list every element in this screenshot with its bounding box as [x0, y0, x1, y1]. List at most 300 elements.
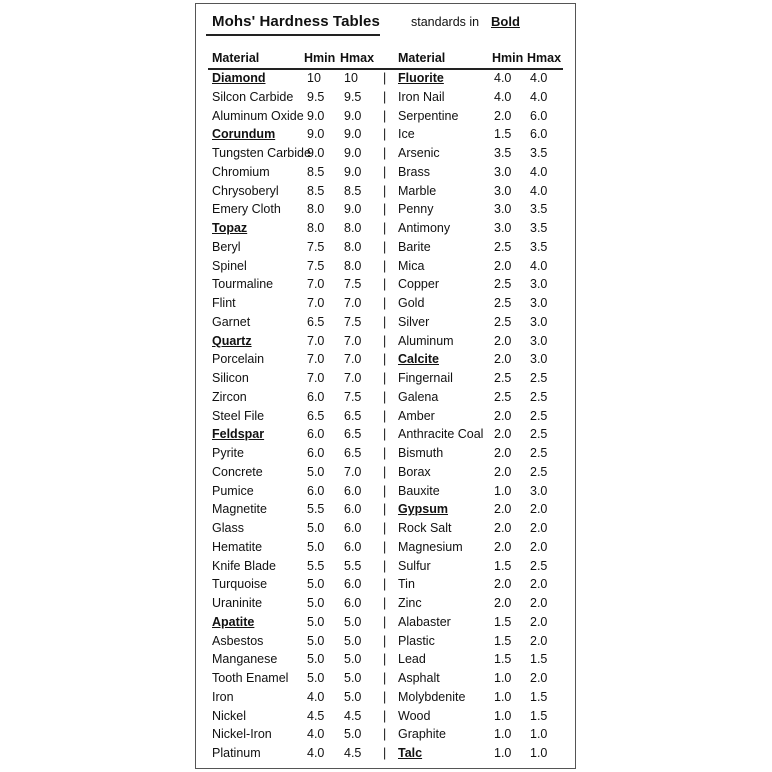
hmax-value: 2.0: [530, 539, 548, 554]
hmin-value: 2.0: [494, 577, 512, 592]
hmin-value: 1.0: [494, 689, 512, 704]
column-separator: |: [383, 277, 387, 292]
hmax-value: 2.0: [530, 521, 548, 535]
material-name: Tin: [398, 577, 415, 592]
hmin-value: 8.5: [307, 164, 325, 179]
hmin-value: 6.0: [307, 427, 325, 442]
hmax-value: 9.0: [344, 146, 362, 160]
column-separator: |: [383, 446, 387, 460]
material-name: Chrysoberyl: [212, 183, 279, 198]
hmin-value: 9.0: [307, 146, 325, 160]
hmax-value: 7.5: [344, 277, 362, 292]
hmin-value: 1.5: [494, 652, 512, 667]
material-name: Graphite: [398, 727, 446, 742]
column-separator: |: [383, 652, 387, 667]
hmin-value: 5.0: [307, 633, 325, 648]
column-separator: |: [383, 614, 387, 629]
table-row: [0, 482, 772, 500]
hmin-value: 1.5: [494, 127, 512, 142]
hmin-value: 2.0: [494, 539, 512, 554]
material-name: Quartz: [212, 333, 252, 348]
column-separator: |: [383, 71, 387, 85]
hmax-value: 6.0: [344, 502, 362, 517]
hmax-value: 2.0: [530, 577, 548, 592]
table-row: [0, 219, 772, 237]
hmax-value: 7.5: [344, 389, 362, 404]
table-row: [0, 88, 772, 106]
table-row: [0, 538, 772, 556]
material-name: Gold: [398, 296, 425, 310]
material-name: Beryl: [212, 239, 241, 254]
hmin-value: 4.0: [307, 746, 325, 760]
hmax-value: 4.0: [530, 164, 548, 179]
hmax-value: 6.0: [344, 483, 362, 498]
material-name: Manganese: [212, 652, 278, 667]
material-name: Marble: [398, 183, 437, 198]
column-separator: |: [383, 352, 387, 367]
header-hmin-right: Hmin: [492, 51, 524, 65]
subtitle: standards in: [411, 15, 480, 29]
table-row: [0, 594, 772, 612]
hmax-value: 7.0: [344, 464, 362, 479]
material-name: Wood: [398, 708, 431, 723]
hmin-value: 1.0: [494, 671, 512, 685]
hmin-value: 10: [307, 71, 321, 85]
table-row: [0, 294, 772, 312]
material-name: Knife Blade: [212, 558, 276, 573]
table-row: [0, 388, 772, 406]
hmin-value: 7.0: [307, 371, 325, 385]
hmin-value: 5.0: [307, 464, 325, 479]
table-row: [0, 369, 772, 387]
hmax-value: 5.5: [344, 558, 362, 573]
hmin-value: 3.5: [494, 146, 512, 160]
hmax-value: 2.0: [530, 633, 548, 648]
material-name: Nickel-Iron: [212, 727, 272, 742]
hmin-value: 2.0: [494, 502, 512, 517]
hmin-value: 2.0: [494, 258, 512, 273]
hmax-value: 7.0: [344, 296, 362, 310]
hmax-value: 8.5: [344, 183, 362, 198]
hmin-value: 2.0: [494, 464, 512, 479]
table-row: [0, 332, 772, 350]
hmin-value: 2.5: [494, 314, 512, 329]
hmin-value: 6.0: [307, 483, 325, 498]
hmax-value: 1.0: [530, 746, 548, 760]
material-name: Spinel: [212, 258, 247, 273]
hmin-value: 1.5: [494, 633, 512, 648]
material-name: Pyrite: [212, 446, 244, 460]
table-row: [0, 257, 772, 275]
hmin-value: 7.5: [307, 258, 325, 273]
column-separator: |: [383, 108, 387, 123]
material-name: Hematite: [212, 539, 263, 554]
hmax-value: 3.0: [530, 314, 548, 329]
hmax-value: 2.5: [530, 408, 548, 423]
hmax-value: 6.0: [344, 596, 362, 610]
material-name: Nickel: [212, 708, 247, 723]
hmax-value: 3.5: [530, 221, 548, 235]
hmin-value: 2.0: [494, 521, 512, 535]
material-name: Silicon: [212, 371, 249, 385]
hmax-value: 4.0: [530, 183, 548, 198]
column-separator: |: [383, 89, 387, 104]
material-name: Silver: [398, 314, 430, 329]
hmin-value: 1.0: [494, 483, 512, 498]
column-separator: |: [383, 408, 387, 423]
hmin-value: 3.0: [494, 221, 512, 235]
hmin-value: 5.0: [307, 577, 325, 592]
material-name: Concrete: [212, 464, 263, 479]
material-name: Anthracite Coal: [398, 427, 484, 442]
table-row: [0, 425, 772, 443]
table-row: [0, 500, 772, 518]
column-separator: |: [383, 671, 387, 685]
hmax-value: 6.0: [344, 539, 362, 554]
material-name: Gypsum: [398, 502, 449, 517]
hmin-value: 2.5: [494, 389, 512, 404]
hmax-value: 2.5: [530, 464, 548, 479]
hmax-value: 7.0: [344, 371, 362, 385]
material-name: Sulfur: [398, 558, 431, 573]
hmin-value: 3.0: [494, 183, 512, 198]
bold-legend-word: Bold: [491, 14, 520, 29]
material-name: Turquoise: [212, 577, 268, 592]
hmax-value: 10: [344, 71, 358, 85]
table-row: [0, 163, 772, 181]
material-name: Fingernail: [398, 371, 453, 385]
table-row: [0, 69, 772, 87]
hmax-value: 3.0: [530, 333, 548, 348]
table-row: [0, 519, 772, 537]
material-name: Antimony: [398, 221, 451, 235]
hmin-value: 9.0: [307, 108, 325, 123]
material-name: Apatite: [212, 614, 255, 629]
material-name: Talc: [398, 746, 423, 760]
material-name: Amber: [398, 408, 435, 423]
table-row: [0, 407, 772, 425]
hmax-value: 9.0: [344, 108, 362, 123]
material-name: Calcite: [398, 352, 439, 367]
material-name: Arsenic: [398, 146, 440, 160]
material-name: Borax: [398, 464, 431, 479]
hmax-value: 5.0: [344, 727, 362, 742]
hmin-value: 2.5: [494, 277, 512, 292]
hmin-value: 1.5: [494, 614, 512, 629]
hmax-value: 5.0: [344, 671, 362, 685]
table-row: [0, 313, 772, 331]
material-name: Asbestos: [212, 633, 264, 648]
material-name: Galena: [398, 389, 439, 404]
hmax-value: 3.5: [530, 239, 548, 254]
column-separator: |: [383, 127, 387, 142]
hmax-value: 2.5: [530, 371, 548, 385]
material-name: Glass: [212, 521, 244, 535]
table-row: [0, 669, 772, 687]
hmin-value: 8.0: [307, 202, 325, 217]
table-row: [0, 707, 772, 725]
hmax-value: 4.5: [344, 746, 362, 760]
hmin-value: 7.5: [307, 239, 325, 254]
hmax-value: 6.5: [344, 427, 362, 442]
hmin-value: 5.0: [307, 671, 325, 685]
hmin-value: 2.0: [494, 333, 512, 348]
column-separator: |: [383, 389, 387, 404]
header-hmin-left: Hmin: [304, 51, 336, 65]
column-separator: |: [383, 202, 387, 217]
hmin-value: 3.0: [494, 164, 512, 179]
hmin-value: 1.5: [494, 558, 512, 573]
hmax-value: 5.0: [344, 652, 362, 667]
material-name: Serpentine: [398, 108, 459, 123]
material-name: Iron Nail: [398, 89, 445, 104]
column-separator: |: [383, 596, 387, 610]
material-name: Ice: [398, 127, 415, 142]
material-name: Penny: [398, 202, 434, 217]
table-row: [0, 144, 772, 162]
page-title: Mohs' Hardness Tables: [212, 13, 380, 30]
material-name: Iron: [212, 689, 234, 704]
hmin-value: 2.0: [494, 446, 512, 460]
column-separator: |: [383, 239, 387, 254]
hmax-value: 4.0: [530, 258, 548, 273]
table-row: [0, 557, 772, 575]
material-name: Brass: [398, 164, 430, 179]
table-row: [0, 632, 772, 650]
column-separator: |: [383, 633, 387, 648]
hmax-value: 3.0: [530, 277, 548, 292]
table-row: [0, 444, 772, 462]
table-row: [0, 613, 772, 631]
hmin-value: 4.5: [307, 708, 325, 723]
material-name: Corundum: [212, 127, 276, 142]
hmax-value: 1.5: [530, 652, 548, 667]
hmax-value: 1.5: [530, 689, 548, 704]
hmax-value: 9.5: [344, 89, 362, 104]
hmax-value: 6.0: [530, 108, 548, 123]
hmin-value: 2.5: [494, 371, 512, 385]
hmin-value: 5.0: [307, 614, 325, 629]
header-material-left: Material: [212, 51, 260, 65]
material-name: Silcon Carbide: [212, 89, 294, 104]
hmax-value: 3.0: [530, 296, 548, 310]
hmin-value: 2.5: [494, 239, 512, 254]
hmax-value: 7.0: [344, 333, 362, 348]
hmax-value: 2.5: [530, 389, 548, 404]
hmin-value: 5.0: [307, 539, 325, 554]
hmin-value: 4.0: [494, 71, 512, 85]
material-name: Zinc: [398, 596, 422, 610]
table-row: [0, 463, 772, 481]
table-row: [0, 725, 772, 743]
hmin-value: 5.0: [307, 521, 325, 535]
hmin-value: 3.0: [494, 202, 512, 217]
material-name: Steel File: [212, 408, 265, 423]
hmin-value: 2.0: [494, 596, 512, 610]
material-name: Platinum: [212, 746, 261, 760]
hmin-value: 1.0: [494, 727, 512, 742]
hmin-value: 4.0: [307, 689, 325, 704]
table-row: [0, 200, 772, 218]
column-separator: |: [383, 689, 387, 704]
hmin-value: 7.0: [307, 333, 325, 348]
hmax-value: 6.0: [344, 577, 362, 592]
material-name: Topaz: [212, 221, 248, 235]
column-separator: |: [383, 539, 387, 554]
header-material-right: Material: [398, 51, 446, 65]
hmin-value: 4.0: [307, 727, 325, 742]
column-separator: |: [383, 164, 387, 179]
hmax-value: 4.5: [344, 708, 362, 723]
table-row: [0, 238, 772, 256]
material-name: Lead: [398, 652, 426, 667]
hmax-value: 7.0: [344, 352, 362, 367]
hmax-value: 1.0: [530, 727, 548, 742]
hmax-value: 8.0: [344, 239, 362, 254]
hmin-value: 5.5: [307, 502, 325, 517]
hmin-value: 7.0: [307, 352, 325, 367]
hmax-value: 2.5: [530, 427, 548, 442]
material-name: Magnetite: [212, 502, 267, 517]
material-name: Diamond: [212, 71, 266, 85]
hmax-value: 3.5: [530, 202, 548, 217]
material-name: Zircon: [212, 389, 247, 404]
column-separator: |: [383, 521, 387, 535]
hmax-value: 8.0: [344, 221, 362, 235]
hmax-value: 2.5: [530, 446, 548, 460]
hmin-value: 1.0: [494, 746, 512, 760]
hmin-value: 5.5: [307, 558, 325, 573]
material-name: Pumice: [212, 483, 254, 498]
hmax-value: 6.0: [344, 521, 362, 535]
material-name: Emery Cloth: [212, 202, 281, 217]
hmin-value: 9.0: [307, 127, 325, 142]
table-row: [0, 125, 772, 143]
hmax-value: 6.0: [530, 127, 548, 142]
table-row: [0, 650, 772, 668]
material-name: Aluminum: [398, 333, 454, 348]
hmax-value: 5.0: [344, 633, 362, 648]
column-separator: |: [383, 221, 387, 235]
hmax-value: 6.5: [344, 446, 362, 460]
hmax-value: 2.0: [530, 614, 548, 629]
hmin-value: 6.0: [307, 446, 325, 460]
hmax-value: 6.5: [344, 408, 362, 423]
header-hmax-right: Hmax: [527, 51, 562, 65]
material-name: Alabaster: [398, 614, 451, 629]
material-name: Uraninite: [212, 596, 263, 610]
hmin-value: 6.5: [307, 408, 325, 423]
hmin-value: 8.0: [307, 221, 325, 235]
hmin-value: 2.0: [494, 352, 512, 367]
table-row: [0, 107, 772, 125]
hmin-value: 7.0: [307, 296, 325, 310]
material-name: Garnet: [212, 314, 251, 329]
material-name: Flint: [212, 296, 236, 310]
material-name: Magnesium: [398, 539, 463, 554]
column-separator: |: [383, 427, 387, 442]
column-separator: |: [383, 577, 387, 592]
column-separator: |: [383, 333, 387, 348]
column-separator: |: [383, 146, 387, 160]
hmax-value: 3.0: [530, 352, 548, 367]
hmin-value: 5.0: [307, 652, 325, 667]
material-name: Rock Salt: [398, 521, 452, 535]
hmax-value: 9.0: [344, 127, 362, 142]
material-name: Mica: [398, 258, 425, 273]
column-separator: |: [383, 183, 387, 198]
hmin-value: 2.0: [494, 408, 512, 423]
hmax-value: 2.5: [530, 558, 548, 573]
hmin-value: 7.0: [307, 277, 325, 292]
hmax-value: 3.5: [530, 146, 548, 160]
column-separator: |: [383, 296, 387, 310]
hmax-value: 9.0: [344, 164, 362, 179]
material-name: Porcelain: [212, 352, 265, 367]
material-name: Chromium: [212, 164, 270, 179]
column-separator: |: [383, 371, 387, 385]
column-separator: |: [383, 727, 387, 742]
hmin-value: 2.5: [494, 296, 512, 310]
hmax-value: 2.0: [530, 502, 548, 517]
table-row: [0, 744, 772, 762]
column-separator: |: [383, 502, 387, 517]
material-name: Barite: [398, 239, 431, 254]
hmax-value: 9.0: [344, 202, 362, 217]
material-name: Tungsten Carbide: [212, 146, 311, 160]
column-separator: |: [383, 708, 387, 723]
table-row: [0, 575, 772, 593]
table-row: [0, 688, 772, 706]
material-name: Feldspar: [212, 427, 265, 442]
column-separator: |: [383, 746, 387, 760]
hmin-value: 1.0: [494, 708, 512, 723]
hmin-value: 5.0: [307, 596, 325, 610]
hmax-value: 2.0: [530, 596, 548, 610]
column-separator: |: [383, 258, 387, 273]
material-name: Bismuth: [398, 446, 444, 460]
material-name: Aluminum Oxide: [212, 108, 304, 123]
material-name: Molybdenite: [398, 689, 466, 704]
hmin-value: 6.5: [307, 314, 325, 329]
material-name: Tourmaline: [212, 277, 274, 292]
header-hmax-left: Hmax: [340, 51, 375, 65]
material-name: Copper: [398, 277, 439, 292]
hmin-value: 2.0: [494, 427, 512, 442]
material-name: Plastic: [398, 633, 435, 648]
hmin-value: 8.5: [307, 183, 325, 198]
hmax-value: 4.0: [530, 89, 548, 104]
hmax-value: 1.5: [530, 708, 548, 723]
hmin-value: 6.0: [307, 389, 325, 404]
column-separator: |: [383, 314, 387, 329]
material-name: Fluorite: [398, 71, 444, 85]
hmin-value: 9.5: [307, 89, 325, 104]
table-row: [0, 275, 772, 293]
title-underline: [206, 34, 380, 36]
table-row: [0, 350, 772, 368]
hmin-value: 4.0: [494, 89, 512, 104]
hmax-value: 7.5: [344, 314, 362, 329]
hmax-value: 5.0: [344, 614, 362, 629]
material-name: Tooth Enamel: [212, 671, 289, 685]
column-separator: |: [383, 558, 387, 573]
hmax-value: 8.0: [344, 258, 362, 273]
material-name: Asphalt: [398, 671, 440, 685]
hmax-value: 4.0: [530, 71, 548, 85]
table-row: [0, 182, 772, 200]
hmin-value: 2.0: [494, 108, 512, 123]
